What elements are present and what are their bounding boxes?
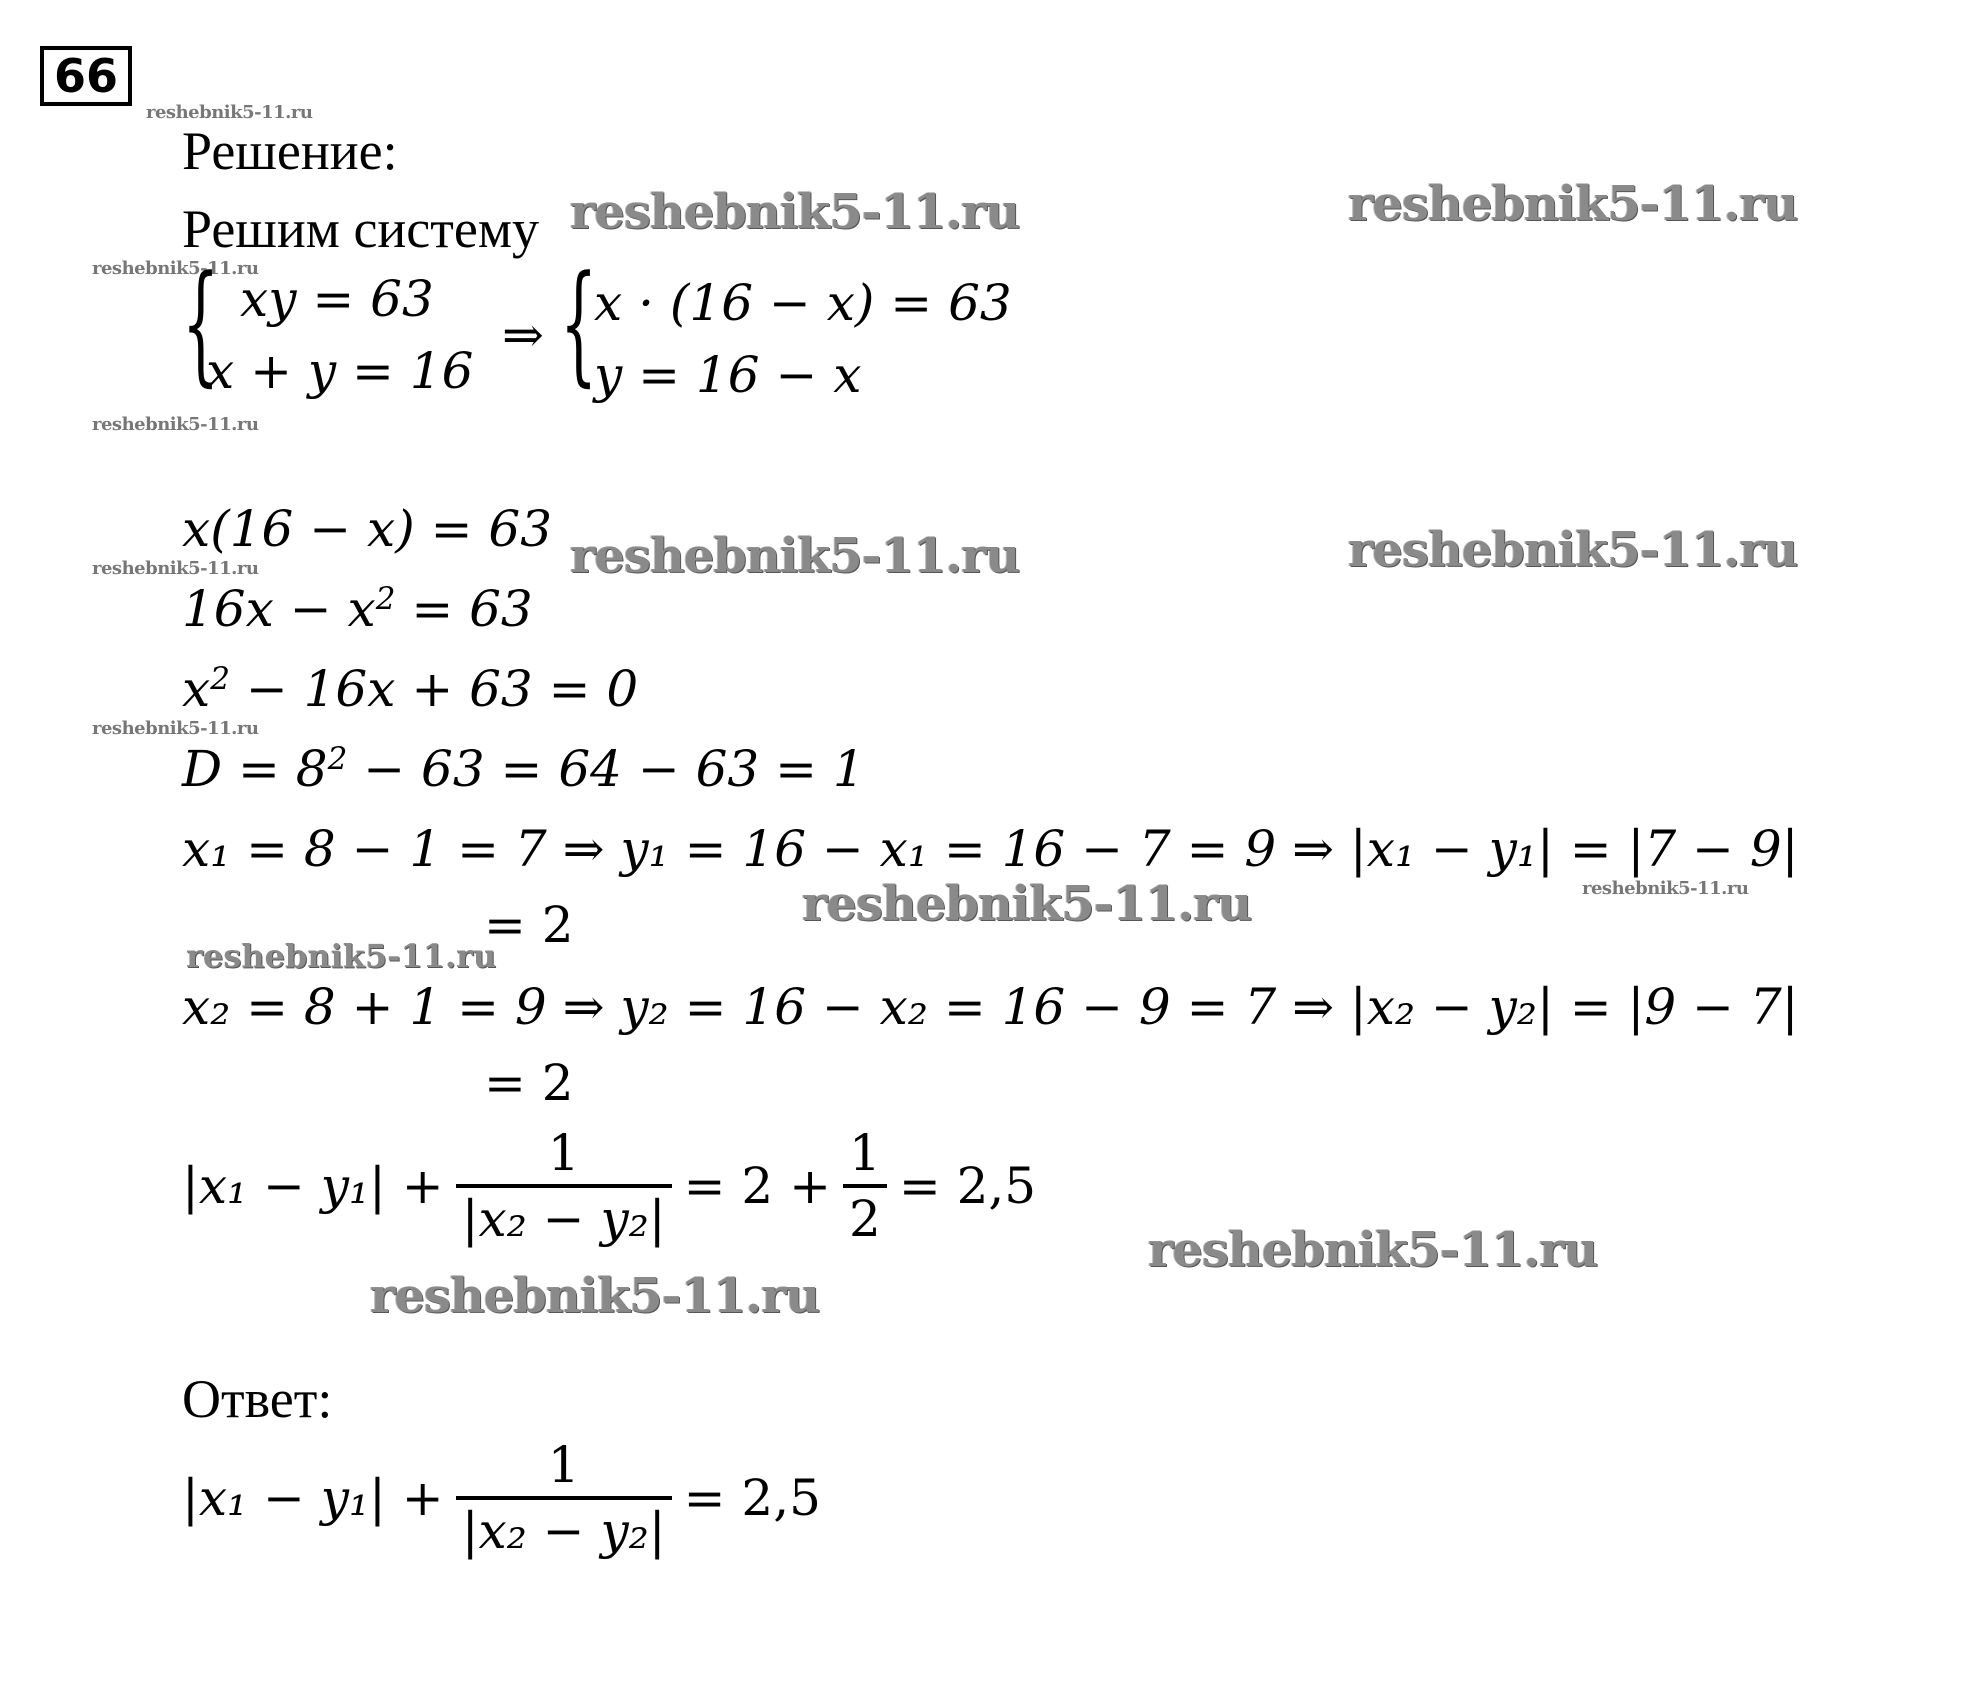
answer-fraction	[456, 1436, 672, 1560]
system-right-eq1: x · (16 − x) = 63	[594, 274, 1012, 332]
final-fraction	[456, 1124, 672, 1248]
half-numerator: 1	[849, 1124, 881, 1182]
watermark: reshebnik5-11.ru	[1348, 522, 1798, 578]
step-expand: x(16 − x) = 63	[182, 500, 553, 558]
watermark: reshebnik5-11.ru	[1348, 176, 1798, 232]
root2-line: x₂ = 8 + 1 = 9 ⇒ y₂ = 16 − x₂ = 16 − 9 = 7 ⇒ |x₂ − y₂| = |9 − 7|	[182, 978, 1799, 1036]
watermark: reshebnik5-11.ru	[92, 414, 259, 435]
system-left-eq1: xy = 63	[240, 270, 434, 328]
watermark: reshebnik5-11.ru	[570, 528, 1020, 584]
answer-expression	[182, 1436, 821, 1560]
root2-result: = 2	[484, 1054, 574, 1112]
watermark: reshebnik5-11.ru	[92, 258, 259, 279]
watermark: reshebnik5-11.ru	[370, 1268, 820, 1324]
answer-frac-denominator: |x₂ − y₂|	[456, 1496, 672, 1556]
watermark: reshebnik5-11.ru	[92, 558, 259, 579]
watermark: reshebnik5-11.ru	[802, 876, 1252, 932]
implies-symbol: ⇒	[502, 306, 544, 364]
final-result: = 2,5	[898, 1157, 1037, 1215]
answer-label: Ответ:	[182, 1369, 333, 1429]
watermark: reshebnik5-11.ru	[146, 102, 313, 123]
answer-frac-numerator: 1	[547, 1436, 580, 1494]
half-denominator: 2	[843, 1184, 887, 1244]
system-right-eq2: y = 16 − x	[594, 346, 862, 404]
solve-system-label: Решим систему	[182, 199, 540, 259]
watermark: reshebnik5-11.ru	[92, 718, 259, 739]
step-quadratic: $x^2 - 16x + 63 = 0$	[182, 660, 639, 718]
watermark: reshebnik5-11.ru	[570, 184, 1020, 240]
watermark: reshebnik5-11.ru	[1582, 878, 1749, 899]
root1-line: x₁ = 8 − 1 = 7 ⇒ y₁ = 16 − x₁ = 16 − 7 = 9 ⇒ |x₁ − y₁| = |7 − 9|	[182, 820, 1799, 878]
equation-system	[182, 247, 1082, 406]
watermark: reshebnik5-11.ru	[1148, 1222, 1598, 1278]
step-discriminant: $D = 8^2 - 63 = 64 - 63 = 1$	[182, 740, 865, 798]
watermark: reshebnik5-11.ru	[186, 937, 497, 975]
half-fraction	[843, 1124, 887, 1248]
answer-lhs: |x₁ − y₁| +	[182, 1469, 444, 1527]
system-left-eq2: x + y = 16	[206, 342, 474, 400]
answer-result: = 2,5	[683, 1469, 821, 1527]
final-lhs: |x₁ − y₁| +	[182, 1157, 444, 1215]
final-frac-numerator: 1	[547, 1124, 580, 1182]
final-expression	[182, 1124, 1037, 1248]
solution-label: Решение:	[182, 121, 398, 181]
root1-result: = 2	[484, 896, 574, 954]
left-brace: {	[182, 247, 220, 399]
step-simplify: $16x - x^2 = 63$	[182, 580, 533, 638]
right-brace: {	[560, 247, 598, 399]
final-mid: = 2 +	[683, 1157, 831, 1215]
problem-number: 66	[40, 46, 132, 106]
final-frac-denominator: |x₂ − y₂|	[456, 1184, 672, 1244]
